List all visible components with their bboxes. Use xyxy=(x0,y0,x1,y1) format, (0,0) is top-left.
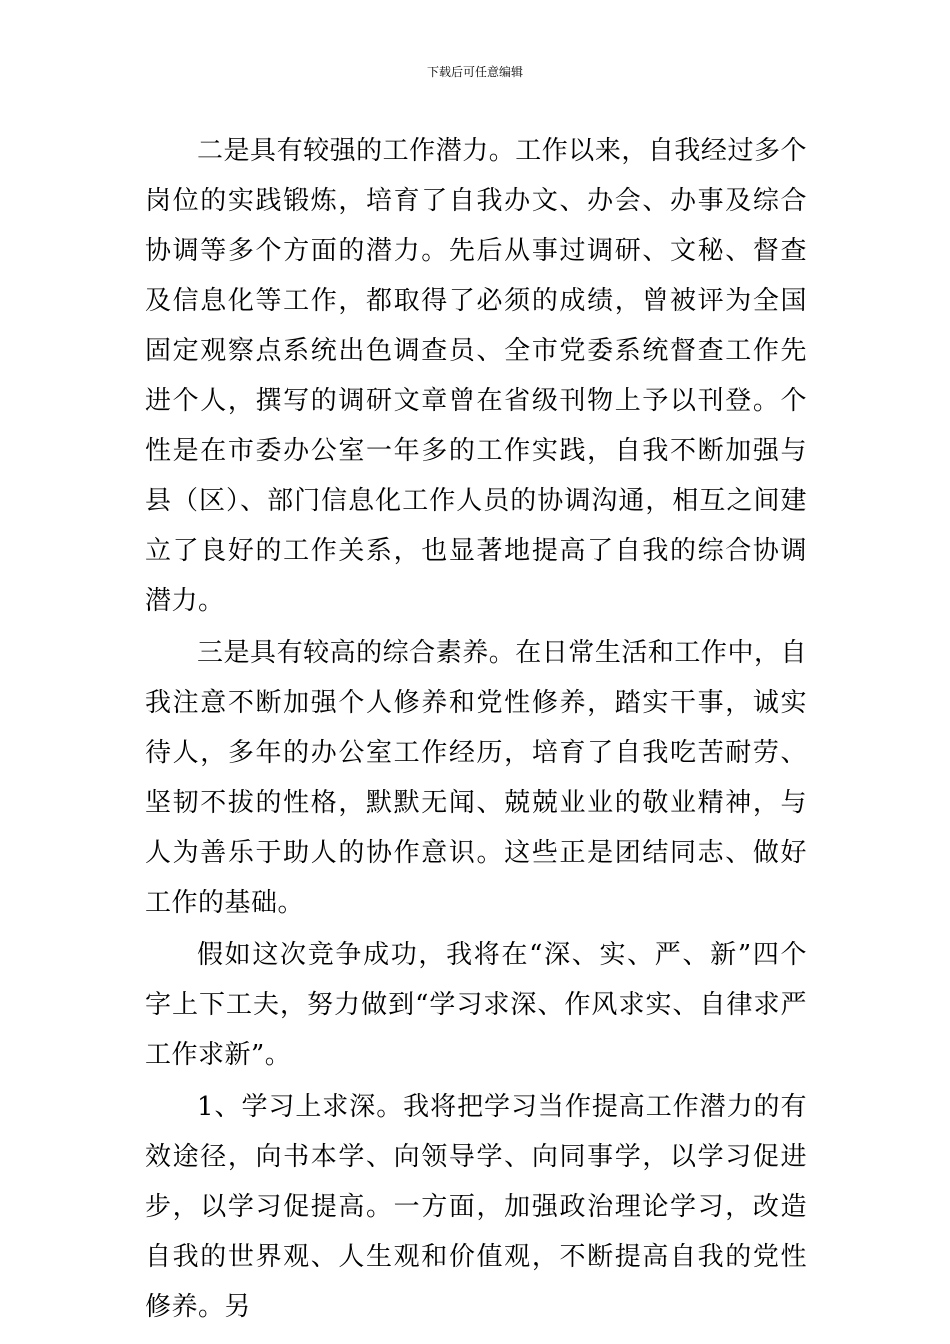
paragraph-pledge: 假如这次竞争成功，我将在“深、实、严、新”四个字上下工夫，努力做到“学习求深、作风求实、自律求严工作求新”。 xyxy=(145,940,807,1070)
page-header: 下载后可任意编辑 xyxy=(426,65,523,79)
paragraph-study: 1、学习上求深。我将把学习当作提高工作潜力的有效途径，向书本学、向领导学、向同事学，以学习促进步，以学习促提高。一方面，加强政治理论学习，改造自我的世界观、人生观和价值观，不断提高自我的党性修养。另 xyxy=(145,1092,807,1322)
paragraph-ability: 二是具有较强的工作潜力。工作以来，自我经过多个岗位的实践锻炼，培育了自我办文、办会、办事及综合协调等多个方面的潜力。先后从事过调研、文秘、督查及信息化等工作，都取得了必须的成绩，曾被评为全国固定观察点系统出色调查员、全市党委系统督查工作先进个人，撰写的调研文章曾在省级刊物上予以刊登。个性是在市委办公室一年多的工作实践，自我不断加强与县（区）、部门信息化工作人员的协调沟通，相互之间建立了良好的工作关系，也显著地提高了自我的综合协调潜力。 xyxy=(145,136,807,616)
paragraph-quality: 三是具有较高的综合素养。在日常生活和工作中，自我注意不断加强个人修养和党性修养，踏实干事，诚实待人，多年的办公室工作经历，培育了自我吃苦耐劳、坚韧不拔的性格，默默无闻、兢兢业业的敬业精神，与人为善乐于助人的协作意识。这些正是团结同志、做好工作的基础。 xyxy=(145,638,807,918)
document-body xyxy=(145,126,807,1332)
